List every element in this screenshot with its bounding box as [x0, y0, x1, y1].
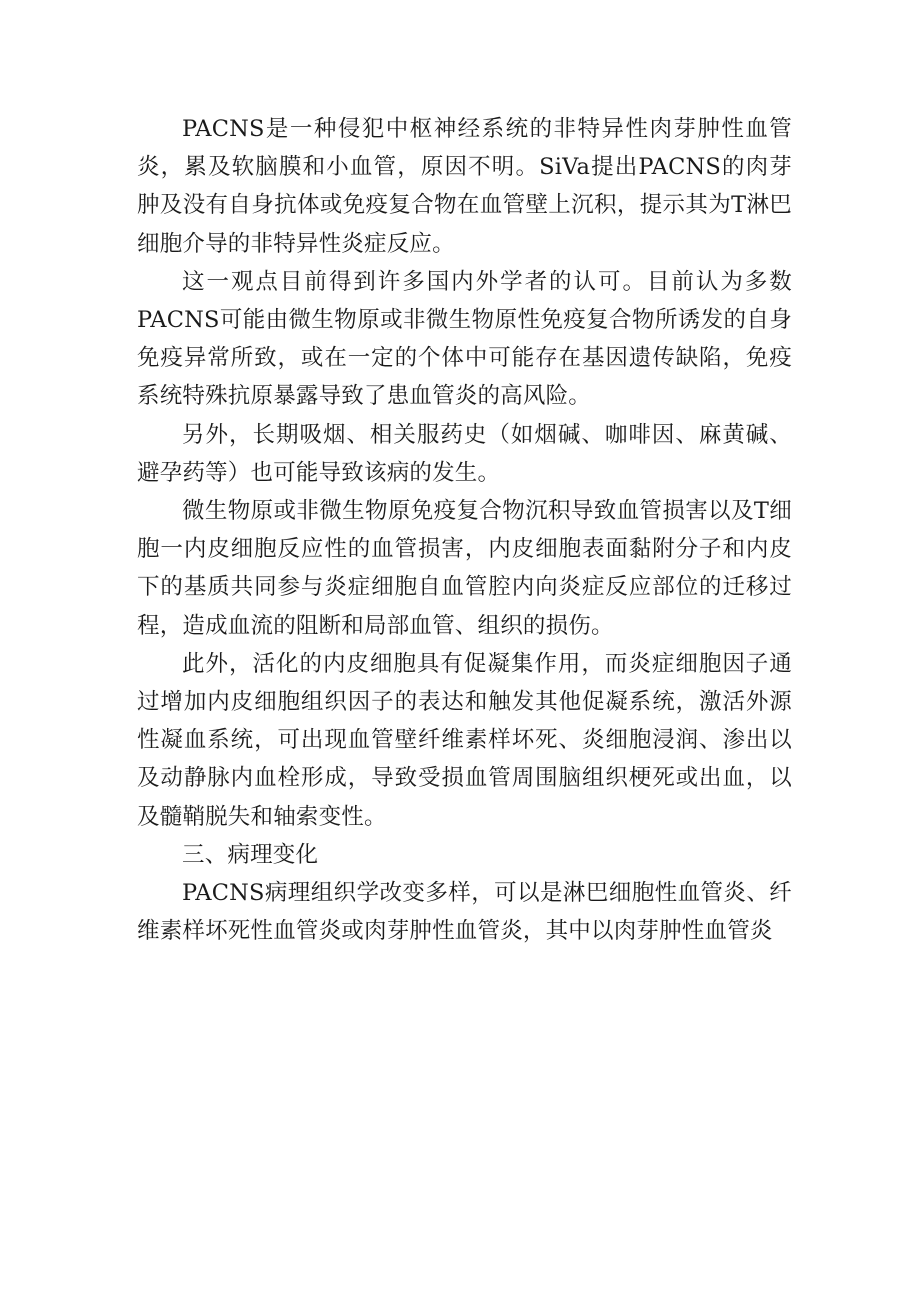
section-heading: 三、病理变化: [182, 841, 319, 868]
paragraph-vascular-damage: 微生物原或非微生物原免疫复合物沉积导致血管损害以及T细胞一内皮细胞反应性的血管损害，内皮细胞表面黏附分子和内皮下的基质共同参与炎症细胞自血管腔内向炎症反应部位的迁移过程，造成血流的阻断和局部血管、组织的损伤。: [137, 498, 792, 639]
document-body: [137, 110, 792, 950]
paragraph-etiology-intro: PACNS是一种侵犯中枢神经系统的非特异性肉芽肿性血管炎，累及软脑膜和小血管，原因不明。SiVa提出PACNS的肉芽肿及没有自身抗体或免疫复合物在血管壁上沉积，提示其为T淋巴细胞介导的非特异性炎症反应。: [137, 116, 792, 257]
paragraph-risk-factors: 另外，长期吸烟、相关服药史（如烟碱、咖啡因、麻黄碱、避孕药等）也可能导致该病的发生。: [137, 421, 792, 486]
paragraph-coagulation: 此外，活化的内皮细胞具有促凝集作用，而炎症细胞因子通过增加内皮细胞组织因子的表达和触发其他促凝系统，激活外源性凝血系统，可出现血管壁纤维素样坏死、炎细胞浸润、渗出以及动静脉内血栓形成，导致受损血管周围脑组织梗死或出血，以及髓鞘脱失和轴索变性。: [137, 650, 792, 830]
paragraph-autoimmune-view: 这一观点目前得到许多国内外学者的认可。目前认为多数PACNS可能由微生物原或非微生物原性免疫复合物所诱发的自身免疫异常所致，或在一定的个体中可能存在基因遗传缺陷，免疫系统特殊抗原暴露导致了患血管炎的高风险。: [137, 268, 792, 410]
paragraph-pathology: PACNS病理组织学改变多样，可以是淋巴细胞性血管炎、纤维素样坏死性血管炎或肉芽肿性血管炎，其中以肉芽肿性血管炎: [137, 880, 792, 945]
